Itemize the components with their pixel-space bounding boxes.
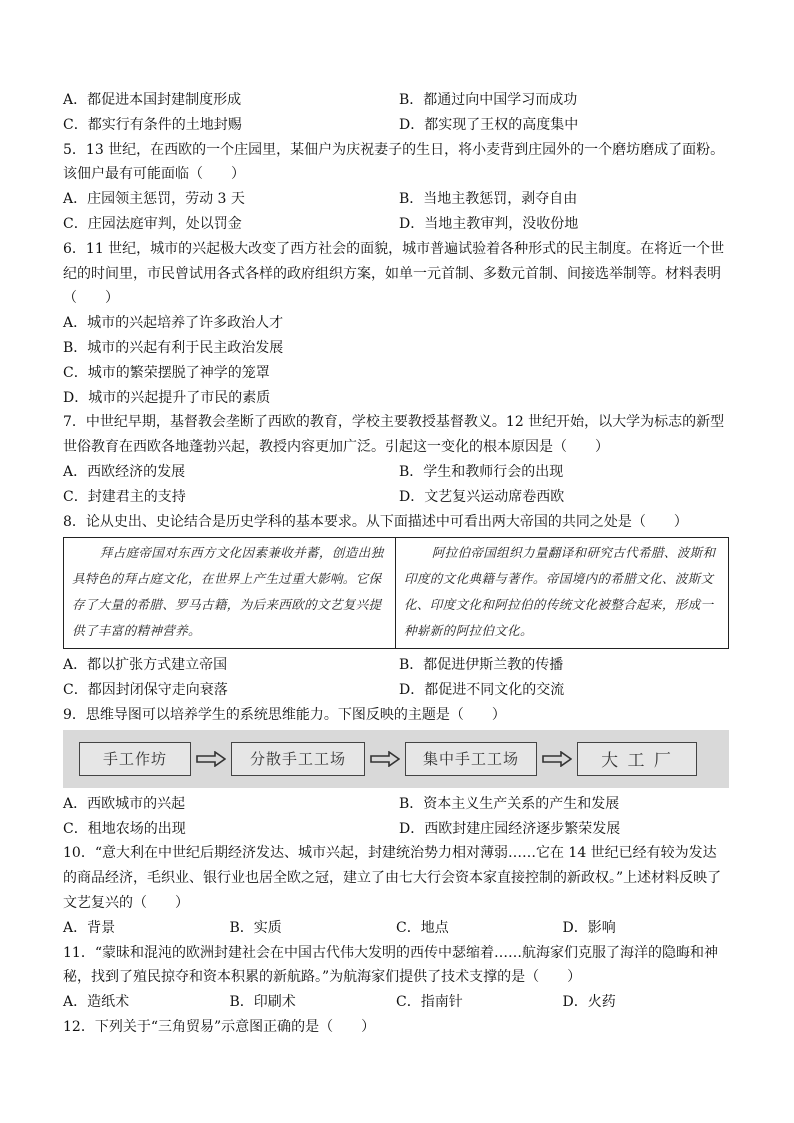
q6-option-b[interactable]: B．城市的兴起有利于民主政治发展 — [63, 339, 284, 356]
q4-option-a[interactable]: A．都促进本国封建制度形成 — [63, 92, 242, 108]
q9-option-a[interactable]: A．西欧城市的兴起 — [63, 795, 186, 812]
flow-step-dispersed-manufactory: 分散手工工场 — [231, 742, 365, 776]
q4-option-c[interactable]: C．都实行有条件的土地封赐 — [63, 116, 242, 133]
q4-options-row1 — [63, 88, 729, 113]
q11-options-row — [63, 990, 729, 1015]
q9-option-d[interactable]: D．西欧封建庄园经济逐步繁荣发展 — [399, 820, 621, 837]
q8-option-b[interactable]: B．都促进伊斯兰教的传播 — [399, 657, 564, 674]
q6-option-a[interactable]: A．城市的兴起培养了许多政治人才 — [63, 315, 284, 332]
q9-mind-map — [63, 730, 729, 788]
q5-option-b[interactable]: B．当地主教惩罚，剥夺自由 — [399, 191, 578, 208]
q8-option-d[interactable]: D．都促进不同文化的交流 — [399, 682, 565, 699]
q8-arab-text: 阿拉伯帝国组织力量翻译和研究古代希腊、波斯和印度的文化典籍与著作。帝国境内的希腊文化、波斯文化、印度文化和阿拉伯的传统文化被整合起来，形成一种崭新的阿拉伯文化。 — [404, 545, 716, 639]
q9-options-row1 — [63, 792, 729, 817]
arrow-right-icon — [537, 742, 577, 776]
arrow-right-icon — [191, 742, 231, 776]
exam-page — [63, 88, 729, 1040]
q9-option-b[interactable]: B．资本主义生产关系的产生和发展 — [399, 795, 620, 812]
q7-option-d[interactable]: D．文艺复兴运动席卷西欧 — [399, 488, 565, 505]
q5-stem-line1: 5．13 世纪，在西欧的一个庄园里，某佃户为庆祝妻子的生日，将小麦背到庄园外的一个磨坊磨成了面粉。 — [63, 141, 725, 158]
q10-option-b[interactable]: B．实质 — [229, 919, 282, 936]
q5-option-d[interactable]: D．当地主教审判，没收份地 — [399, 215, 579, 232]
q5-option-a[interactable]: A．庄园领主惩罚，劳动 3 天 — [63, 191, 245, 208]
q7-options-row1 — [63, 460, 729, 485]
q12-stem: 12．下列关于“三角贸易”示意图正确的是（ ） — [63, 1018, 376, 1035]
q9-option-c[interactable]: C．租地农场的出现 — [63, 820, 186, 837]
q11-option-b[interactable]: B．印刷术 — [229, 994, 296, 1011]
q5-options-row2 — [63, 212, 729, 237]
q8-material-table — [63, 537, 729, 649]
q4-option-b[interactable]: B．都通过向中国学习而成功 — [399, 92, 578, 108]
q10-options-row — [63, 916, 729, 941]
q8-byzantine-text: 拜占庭帝国对东西方文化因素兼收并蓄，创造出独具特色的拜占庭文化，在世界上产生过重大影响。它保存了大量的希腊、罗马古籍，为后来西欧的文艺复兴提供了丰富的精神营养。 — [64, 538, 396, 648]
q7-option-c[interactable]: C．封建君主的支持 — [63, 488, 186, 505]
q11-stem: 11．“蒙昧和混沌的欧洲封建社会在中国古代伟大发明的西传中瑟缩着……航海家们克服了海洋的隐晦和神秘，找到了殖民掠夺和资本积累的新航路。”为航海家们提供了技术支撑的是（ ） — [63, 944, 718, 986]
q8-option-a[interactable]: A．都以扩张方式建立帝国 — [63, 657, 228, 674]
q6-option-c[interactable]: C．城市的繁荣摆脱了神学的笼罩 — [63, 364, 270, 381]
q6-option-d[interactable]: D．城市的兴起提升了市民的素质 — [63, 389, 271, 406]
q7-option-a[interactable]: A．西欧经济的发展 — [63, 463, 186, 480]
q10-option-c[interactable]: C．地点 — [396, 919, 449, 936]
q5-options-row1 — [63, 187, 729, 212]
q7-options-row2 — [63, 485, 729, 510]
q9-options-row2 — [63, 817, 729, 842]
q10-option-d[interactable]: D．影响 — [562, 919, 616, 936]
q11-option-d[interactable]: D．火药 — [562, 994, 616, 1011]
q8-option-c[interactable]: C．都因封闭保守走向衰落 — [63, 682, 228, 699]
q8-options-row1 — [63, 653, 729, 678]
q4-option-d[interactable]: D．都实现了王权的高度集中 — [399, 116, 579, 133]
arrow-right-icon — [365, 742, 405, 776]
q10-stem: 10．“意大利在中世纪后期经济发达、城市兴起，封建统治势力相对薄弱……它在 14 世纪已经有较为发达的商品经济，毛织业、银行业也居全欧之冠，建立了由七大行会资本家直接控制的新政权。”上述材料反映了文艺复兴的（ ） — [63, 845, 722, 911]
q8-stem: 8．论从史出、史论结合是历史学科的基本要求。从下面描述中可看出两大帝国的共同之处是（ ） — [63, 513, 688, 530]
q5-stem-line2: 该佃户最有可能面临（ ） — [63, 166, 245, 183]
q11-option-a[interactable]: A．造纸术 — [63, 994, 130, 1011]
q11-option-c[interactable]: C．指南针 — [396, 994, 463, 1011]
q7-option-b[interactable]: B．学生和教师行会的出现 — [399, 463, 564, 480]
q5-option-c[interactable]: C．庄园法庭审判，处以罚金 — [63, 215, 242, 232]
flow-step-big-factory: 大 工 厂 — [577, 742, 697, 776]
flow-step-workshop: 手工作坊 — [79, 742, 191, 776]
q10-option-a[interactable]: A．背景 — [63, 919, 116, 936]
q8-options-row2 — [63, 678, 729, 703]
q6-stem: 6．11 世纪，城市的兴起极大改变了西方社会的面貌，城市普遍试验着各种形式的民主制度。在将近一个世纪的时间里，市民曾试用各式各样的政府组织方案，如单一元首制、多数元首制、间接选举制等。材料表明（ ） — [63, 240, 725, 307]
q7-stem: 7．中世纪早期，基督教会垄断了西欧的教育，学校主要教授基督教义。12 世纪开始，以大学为标志的新型世俗教育在西欧各地蓬勃兴起，教授内容更加广泛。引起这一变化的根本原因是（ ） — [63, 414, 725, 456]
q9-stem: 9．思维导图可以培养学生的系统思维能力。下图反映的主题是（ ） — [63, 706, 506, 723]
flow-step-centralized-manufactory: 集中手工工场 — [405, 742, 537, 776]
q4-options-row2 — [63, 113, 729, 138]
